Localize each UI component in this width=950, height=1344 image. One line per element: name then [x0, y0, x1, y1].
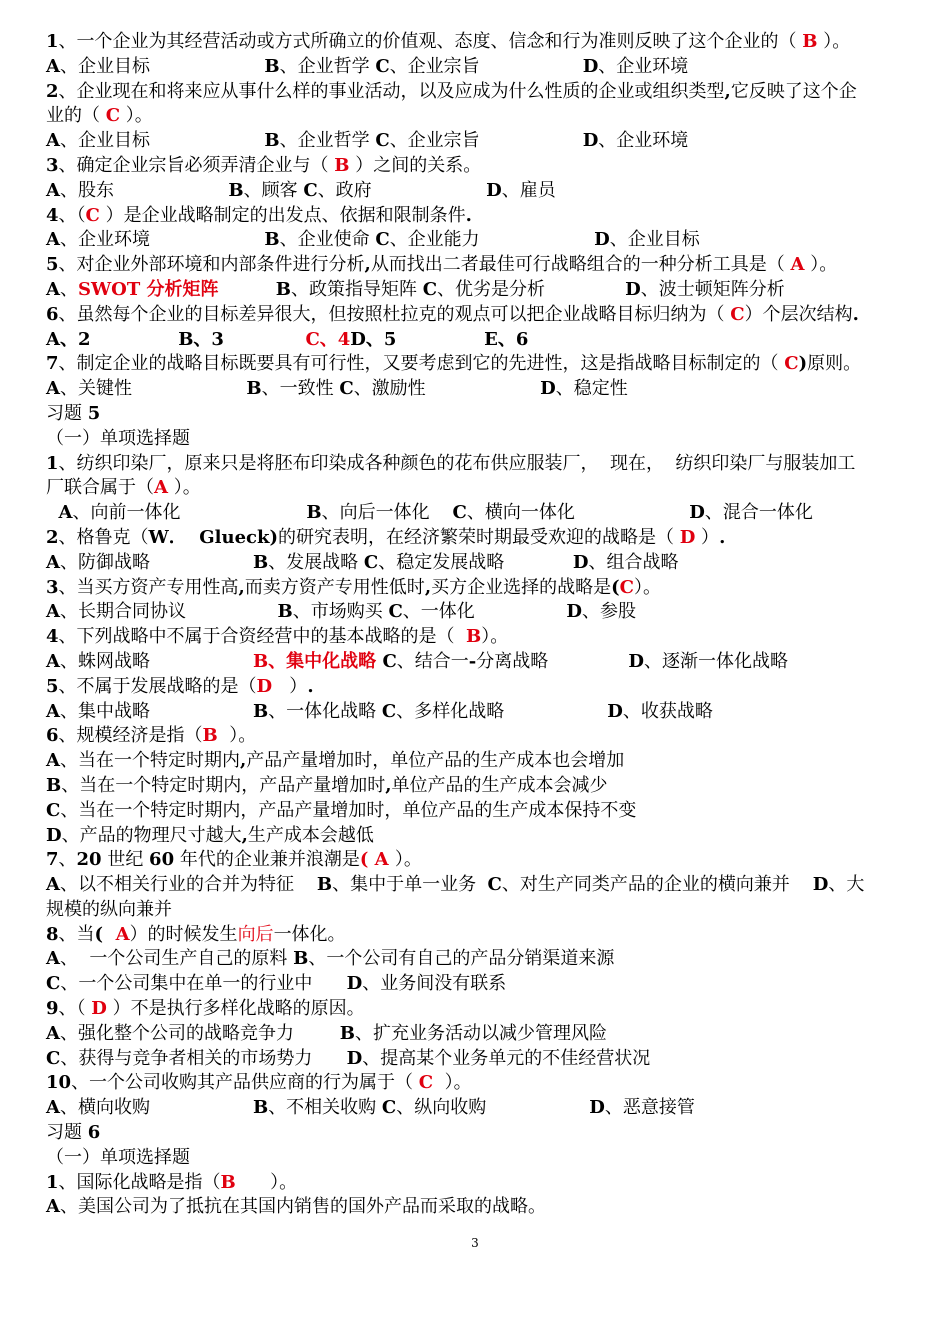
text-segment: 、多样化战略 — [396, 700, 608, 722]
text-segment: 2 — [46, 80, 59, 102]
text-segment: D — [346, 1047, 363, 1069]
text-segment: ）之间的关系。 — [349, 154, 482, 176]
text-segment: 、向前一体化 — [72, 502, 307, 524]
text-segment: 、优劣是分析 — [437, 278, 626, 300]
text-segment: 、企业宗旨 — [389, 55, 583, 77]
text-line — [46, 600, 908, 625]
answer-mark: B、集中化战略 — [252, 650, 377, 672]
text-segment: C — [375, 229, 390, 251]
text-line — [46, 129, 908, 154]
text-segment: 、下列战略中不属于合资经营中的基本战略的是（ — [58, 626, 466, 648]
text-segment: B — [293, 948, 309, 970]
text-segment: 、稳定性 — [555, 378, 628, 400]
answer-mark: 向后 — [237, 923, 274, 945]
text-segment: 、结合一 — [396, 650, 469, 672]
text-segment: 、企业使命 — [279, 229, 376, 251]
text-segment: B — [306, 502, 322, 524]
text-segment: 6 — [87, 1122, 101, 1144]
text-segment: 、企业目标 — [59, 130, 265, 152]
text-segment: A — [46, 700, 60, 722]
text-segment: C — [381, 1097, 397, 1119]
answer-mark: D — [91, 998, 107, 1020]
text-segment: B — [275, 278, 291, 300]
text-segment: A — [46, 551, 60, 573]
text-segment: 买方企业选择的战略是 — [431, 576, 612, 598]
text-segment: 、市场购买 — [292, 601, 389, 623]
text-segment: . — [465, 204, 472, 226]
text-line — [46, 700, 908, 725]
text-line — [46, 749, 908, 774]
answer-mark: C — [619, 576, 634, 598]
text-segment: A — [46, 750, 60, 772]
text-line — [46, 278, 908, 303]
text-segment: D — [607, 700, 623, 722]
text-line — [46, 997, 908, 1022]
text-line — [46, 650, 908, 675]
text-segment: 、顾客 — [243, 179, 304, 201]
text-line — [46, 675, 908, 700]
text-segment: B — [339, 1022, 355, 1044]
text-line — [46, 526, 908, 551]
text-line — [46, 1146, 908, 1171]
text-segment: 、当 — [58, 923, 95, 945]
text-segment: ）。 — [433, 1072, 472, 1094]
text-line — [46, 501, 908, 526]
text-segment: 、逐渐一体化战略 — [643, 650, 788, 672]
answer-mark: C — [85, 204, 100, 226]
text-line — [46, 55, 908, 80]
text-segment: - — [468, 650, 477, 672]
text-segment: 、当在一个特定时期内，产品产量增加时，单位产品的生产成本保持不变 — [60, 799, 637, 821]
text-segment: 、（ — [58, 998, 92, 1020]
text-line — [46, 848, 908, 873]
text-segment: 4 — [46, 626, 59, 648]
text-segment: 习题 — [46, 402, 88, 424]
text-line — [46, 154, 908, 179]
text-segment: 、虽然每个企业的目标差异很大，但按照杜拉克的观点可以把企业战略目标归纳为（ — [58, 303, 731, 325]
text-segment: D — [346, 973, 363, 995]
text-segment: , — [239, 750, 247, 772]
text-segment: 3 — [46, 154, 59, 176]
answer-mark: A — [368, 849, 395, 871]
text-segment: 、企业环境 — [598, 130, 689, 152]
text-segment: 、一体化战略 — [268, 700, 382, 722]
text-segment: 、纵向收购 — [396, 1097, 590, 1119]
answer-mark: B — [202, 725, 218, 747]
text-segment: B — [277, 601, 293, 623]
text-segment: 、集中战略 — [59, 700, 253, 722]
text-segment: 、业务间没有联系 — [362, 973, 507, 995]
text-segment: 、不相关收购 — [268, 1097, 382, 1119]
text-segment: C — [375, 130, 390, 152]
text-line — [46, 80, 908, 105]
text-segment: 、制定企业的战略目标既要具有可行性，又要考虑到它的先进性，这是指战略目标制定的（ — [58, 353, 785, 375]
text-segment: D — [628, 650, 644, 672]
text-segment: 、政府 — [317, 179, 487, 201]
text-segment: D — [540, 378, 556, 400]
text-segment: 、一个企业为其经营活动或方式所确立的价值观、态度、信念和行为准则反映了这个企业的（ — [58, 31, 803, 52]
text-segment: 从而找出二者最佳可行战略组合的一种分析工具是（ — [370, 254, 791, 276]
answer-mark: C — [105, 105, 121, 127]
answer-mark: C — [418, 1072, 434, 1094]
text-segment: 6 — [46, 725, 59, 747]
text-segment: D — [625, 278, 641, 300]
text-line — [46, 1096, 908, 1121]
text-segment: 1 — [46, 1171, 59, 1193]
text-segment: 、（ — [58, 204, 86, 226]
text-line — [46, 427, 908, 452]
text-segment: 、企业环境 — [598, 55, 689, 77]
text-segment: C — [381, 700, 397, 722]
text-segment: 分离战略 — [476, 650, 629, 672]
answer-mark: B — [220, 1171, 236, 1193]
text-segment: 、蛛网战略 — [59, 650, 253, 672]
text-line — [46, 898, 908, 923]
text-line — [46, 923, 908, 948]
text-segment: 、发展战略 — [268, 551, 364, 573]
answer-mark: A — [103, 923, 130, 945]
text-line — [46, 228, 908, 253]
text-segment: , — [385, 774, 392, 796]
answer-mark: B — [465, 626, 482, 648]
text-segment: 、获得与竞争者相关的市场势力 — [60, 1047, 347, 1069]
text-segment: B — [264, 55, 280, 77]
text-segment: 5 — [46, 254, 59, 276]
text-segment: 、长期合同协议 — [59, 601, 278, 623]
text-line — [46, 402, 908, 427]
text-segment: 、确定企业宗旨必须弄清企业与（ — [58, 154, 335, 176]
text-segment: D — [582, 55, 599, 77]
text-line — [46, 328, 908, 353]
text-segment: 7 — [46, 849, 59, 871]
text-segment: A — [46, 378, 60, 400]
text-segment: 、收获战略 — [622, 700, 713, 722]
text-segment: 规模的纵向兼并 — [46, 898, 172, 920]
text-segment: 6 — [46, 303, 59, 325]
text-segment: 、关键性 — [59, 378, 247, 400]
text-segment: 、强化整个公司的战略竞争力 — [59, 1022, 340, 1044]
text-segment: D、5 E、6 — [350, 328, 529, 350]
text-segment: ）。 — [481, 626, 509, 648]
text-segment: C — [46, 1047, 61, 1069]
text-segment: A — [46, 650, 60, 672]
text-segment: C — [339, 378, 354, 400]
text-line — [46, 377, 908, 402]
text-segment: 、当在一个特定时期内，产品产量增加时 — [61, 774, 386, 796]
text-segment: 它反映了这个企 — [730, 80, 857, 102]
text-segment: 、对生产同类产品的企业的横向兼并 — [501, 874, 813, 896]
text-segment: , — [724, 80, 731, 102]
text-line — [46, 1171, 908, 1196]
text-segment: A — [46, 948, 60, 970]
text-segment: 、横向一体化 — [466, 502, 690, 524]
text-segment: B — [264, 130, 280, 152]
text-segment: 、一个公司有自己的产品分销渠道来源 — [308, 948, 615, 970]
text-segment: 、提高某个业务单元的不佳经营状况 — [362, 1047, 651, 1069]
text-segment: 7 — [46, 353, 59, 375]
text-segment: 、组合战略 — [588, 551, 679, 573]
text-segment: ） — [272, 675, 308, 697]
text-segment: 、防御战略 — [59, 551, 253, 573]
text-line — [46, 1047, 908, 1072]
text-line — [46, 452, 908, 477]
text-segment: 、企业能力 — [389, 229, 595, 251]
text-line — [46, 352, 908, 377]
text-segment: 、产品的物理尺寸越大 — [61, 824, 242, 846]
text-segment: D — [46, 824, 62, 846]
answer-mark: C — [730, 303, 745, 325]
text-segment: 、波士顿矩阵分析 — [640, 278, 785, 300]
text-segment: 10 — [46, 1072, 72, 1094]
text-segment: （一）单项选择题 — [46, 1146, 190, 1168]
text-segment: 、横向收购 — [59, 1097, 253, 1119]
text-segment: 9 — [46, 998, 59, 1020]
text-segment: . — [307, 675, 314, 697]
text-segment: 单位产品的生产成本会减少 — [391, 774, 608, 796]
text-segment: . — [719, 526, 726, 548]
text-segment: A — [46, 130, 60, 152]
text-segment: ）。 — [120, 105, 153, 127]
text-segment: 60 — [149, 849, 175, 871]
answer-mark: D — [679, 526, 696, 548]
text-segment: C — [46, 973, 61, 995]
text-segment: ）。 — [633, 576, 661, 598]
text-segment: 、参股 — [581, 601, 636, 623]
text-segment: 3 — [46, 576, 59, 598]
text-segment: 、稳定发展战略 — [378, 551, 573, 573]
text-line — [46, 30, 908, 55]
text-line — [46, 824, 908, 849]
text-segment: C — [303, 179, 318, 201]
answer-mark: A — [790, 254, 805, 276]
text-line — [46, 104, 908, 129]
text-line — [46, 1071, 908, 1096]
text-segment: 、以不相关行业的合并为特征 — [59, 874, 317, 896]
text-segment: D — [812, 874, 829, 896]
text-segment: ( — [611, 576, 620, 598]
text-segment: C — [46, 799, 61, 821]
text-segment: 、对企业外部环境和内部条件进行分析 — [58, 254, 365, 276]
text-line — [46, 179, 908, 204]
text-segment: 习题 — [46, 1122, 88, 1144]
text-segment: 、当买方资产专用性高 — [58, 576, 239, 598]
text-segment: ）的时候发生 — [129, 923, 238, 945]
text-segment: , — [238, 576, 245, 598]
text-segment: C — [376, 650, 397, 672]
text-segment: 、 一个公司生产自己的原料 — [59, 948, 294, 970]
text-line — [46, 799, 908, 824]
text-segment: 原则。 — [807, 353, 862, 375]
text-segment: A — [46, 601, 60, 623]
text-segment: 5 — [87, 402, 101, 424]
text-segment: （一）单项选择题 — [46, 427, 190, 449]
text-segment: D — [566, 601, 582, 623]
answer-mark: C — [784, 353, 799, 375]
text-segment: 、政策指导矩阵 — [290, 278, 423, 300]
text-segment: D — [582, 130, 599, 152]
text-line — [46, 551, 908, 576]
text-segment: B — [228, 179, 244, 201]
text-segment: 年代的企业兼并浪潮是 — [174, 849, 360, 871]
text-segment: A、2 B、3 — [46, 328, 306, 350]
text-segment: D — [689, 502, 705, 524]
text-segment: C — [487, 874, 502, 896]
text-segment: 厂联合属于（ — [46, 477, 154, 499]
text-segment: 、股东 — [59, 179, 229, 201]
text-segment: . — [852, 303, 859, 325]
text-segment: 、当在一个特定时期内 — [59, 750, 240, 772]
text-segment: 一体化。 — [273, 923, 346, 945]
text-segment: 、美国公司为了抵抗在其国内销售的国外产品而采取的战略。 — [59, 1196, 546, 1218]
text-segment: A — [46, 278, 60, 300]
text-segment: 、雇员 — [501, 179, 556, 201]
text-segment: C — [375, 55, 390, 77]
text-segment: ）个层次结构 — [744, 303, 853, 325]
text-segment: 、企业哲学 — [279, 55, 376, 77]
text-segment: W． Glueck) — [148, 526, 278, 548]
text-segment: 、规模经济是指（ — [58, 725, 203, 747]
text-segment: 20 — [76, 849, 102, 871]
text-segment: 而卖方资产专用性低时 — [244, 576, 425, 598]
text-segment: A — [46, 1097, 60, 1119]
text-segment: 业的（ — [46, 105, 106, 127]
text-segment: B — [246, 378, 262, 400]
text-segment: 、国际化战略是指（ — [58, 1171, 221, 1193]
text-segment: A — [46, 874, 60, 896]
text-segment: 1 — [46, 452, 59, 474]
text-segment: ）。 — [817, 31, 851, 52]
text-line — [46, 873, 908, 898]
text-segment: C — [363, 551, 379, 573]
text-segment: 、一体化 — [402, 601, 567, 623]
text-segment: B — [252, 700, 269, 722]
text-segment: B — [316, 874, 333, 896]
answer-mark: B — [802, 31, 818, 52]
text-segment: 4 — [46, 204, 59, 226]
text-segment: 的研究表明，在经济繁荣时期最受欢迎的战略是（ — [277, 526, 680, 548]
document-page — [46, 30, 908, 1220]
text-segment: ）。 — [167, 477, 201, 499]
text-segment: A — [46, 502, 73, 524]
text-segment: ）。 — [217, 725, 257, 747]
text-segment: 、企业哲学 — [279, 130, 376, 152]
text-segment: B — [264, 229, 280, 251]
text-segment: A — [46, 1196, 60, 1218]
answer-mark: B — [334, 154, 350, 176]
answer-mark: ( — [359, 849, 369, 871]
text-line — [46, 476, 908, 501]
text-segment: ）。 — [235, 1171, 298, 1193]
text-segment: 、一个公司集中在单一的行业中 — [60, 973, 347, 995]
text-segment: 、企业目标 — [609, 229, 700, 251]
text-segment: 、 — [58, 849, 77, 871]
text-segment: 5 — [46, 675, 59, 697]
text-segment: 、激励性 — [353, 378, 541, 400]
text-segment: , — [364, 254, 371, 276]
text-line — [46, 204, 908, 229]
text-line — [46, 1121, 908, 1146]
text-segment: ） — [695, 526, 720, 548]
text-line — [46, 947, 908, 972]
text-segment: ）。 — [804, 254, 838, 276]
text-line — [46, 253, 908, 278]
text-segment: 2 — [46, 526, 59, 548]
text-segment: 、企业现在和将来应从事什么样的事业活动，以及应成为什么性质的企业或组织类型 — [58, 80, 725, 102]
text-segment: C — [388, 601, 403, 623]
text-segment: 、恶意接管 — [604, 1097, 695, 1119]
text-segment: D — [594, 229, 610, 251]
text-segment: 、格鲁克（ — [58, 526, 149, 548]
answer-mark: D — [256, 675, 273, 697]
text-line — [46, 576, 908, 601]
text-segment: B — [252, 1097, 269, 1119]
text-segment: ) — [798, 353, 808, 375]
text-line — [46, 625, 908, 650]
answer-mark: SWOT 分析矩阵 — [77, 278, 219, 300]
text-segment: 、扩充业务活动以减少管理风险 — [354, 1022, 607, 1044]
text-segment: ( — [94, 923, 104, 945]
text-line — [46, 774, 908, 799]
text-line — [46, 303, 908, 328]
text-segment: C — [422, 278, 438, 300]
text-segment: 、企业宗旨 — [389, 130, 583, 152]
text-segment: 、大 — [828, 874, 865, 896]
text-segment: D — [572, 551, 589, 573]
answer-mark: C、4 — [305, 328, 351, 350]
text-segment: 8 — [46, 923, 59, 945]
text-segment: ）。 — [394, 849, 422, 871]
text-segment: 、一个公司收购其产品供应商的行为属于（ — [71, 1072, 419, 1094]
text-segment: 生产成本会越低 — [247, 824, 374, 846]
text-segment: 、不属于发展战略的是（ — [58, 675, 257, 697]
text-segment: 、混合一体化 — [704, 502, 813, 524]
text-segment: 、集中于单一业务 — [332, 874, 488, 896]
text-segment: 产品产量增加时，单位产品的生产成本也会增加 — [246, 750, 625, 772]
text-segment: 、向后一体化 — [321, 502, 453, 524]
text-line — [46, 972, 908, 997]
text-line — [46, 724, 908, 749]
text-segment: B — [46, 774, 62, 796]
text-segment: A — [46, 229, 60, 251]
text-segment: A — [46, 179, 60, 201]
text-segment: ）是企业战略制定的出发点、依据和限制条件 — [99, 204, 466, 226]
text-segment: 、纺织印染厂，原来只是将胚布印染成各种颜色的花布供应服装厂， 现在， 纺织印染厂与服装加工 — [58, 452, 856, 474]
text-segment: 、企业目标 — [59, 55, 265, 77]
text-segment: , — [424, 576, 432, 598]
text-segment: D — [486, 179, 502, 201]
text-segment: , — [241, 824, 248, 846]
text-segment: A — [46, 1022, 60, 1044]
text-line — [46, 1195, 908, 1220]
text-segment: 、一致性 — [261, 378, 340, 400]
text-segment: 世纪 — [101, 849, 150, 871]
text-segment: B — [252, 551, 269, 573]
text-segment: ）不是执行多样化战略的原因。 — [106, 998, 365, 1020]
text-segment: 、企业环境 — [59, 229, 265, 251]
text-segment: 1 — [46, 31, 59, 52]
text-segment: D — [589, 1097, 605, 1119]
text-segment: 、 — [59, 278, 78, 300]
text-segment — [219, 279, 276, 300]
page-number: 3 — [471, 1236, 479, 1250]
text-segment: A — [46, 55, 60, 77]
text-line — [46, 1022, 908, 1047]
answer-mark: A — [154, 477, 168, 499]
text-segment: C — [452, 502, 467, 524]
